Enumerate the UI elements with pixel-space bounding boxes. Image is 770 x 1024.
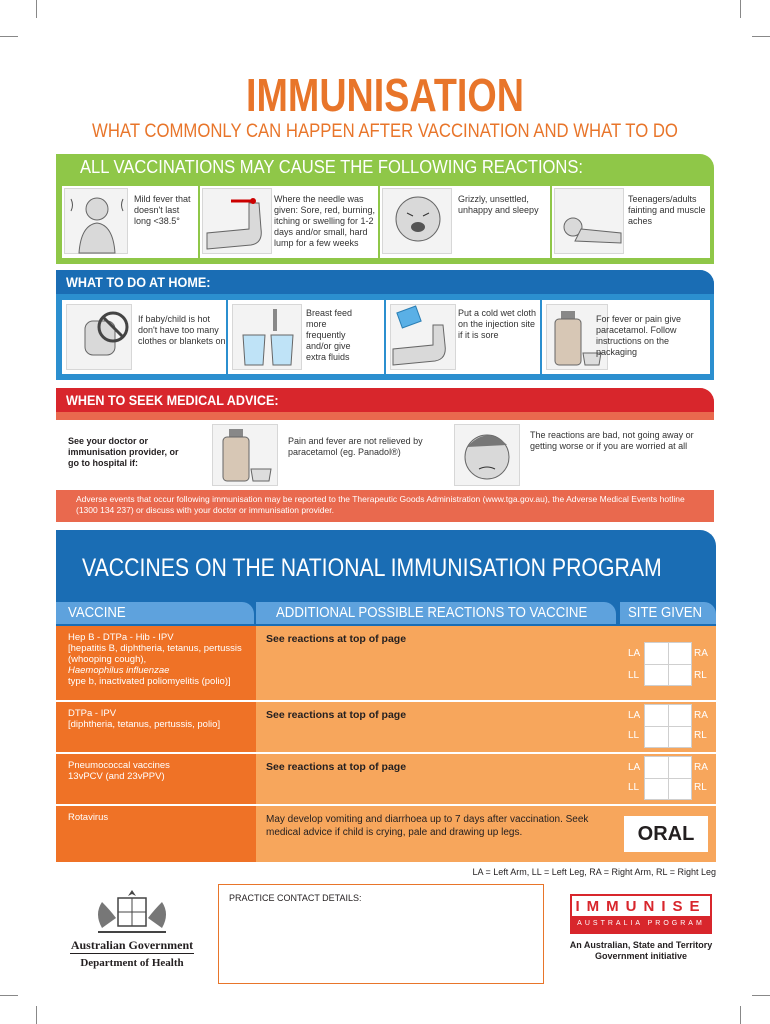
arm-injection-icon <box>202 188 272 254</box>
crop-mark <box>752 36 770 37</box>
immunise-subtitle: AUSTRALIA PROGRAM <box>572 916 710 932</box>
vaccine-name-line: Hep B - DTPa - Hib - IPV <box>68 632 174 643</box>
reactions-heading: ALL VACCINATIONS MAY CAUSE THE FOLLOWING REACTIONS: <box>80 157 584 177</box>
vaccine-reaction-cell <box>256 702 620 752</box>
page-title: IMMUNISATION <box>245 69 524 121</box>
fainting-person-icon <box>554 188 624 254</box>
site-label-la: LA <box>628 710 641 721</box>
medical-section <box>56 388 714 522</box>
gov-name: Australian Government <box>70 938 194 952</box>
adverse-events-note: Adverse events that occur following immunisation may be reported to the Therapeutic Goods Administration (www.tga.gov.au), the Adverse Medical Events hotline (1300 134 237) or discuss with your doctor or immunisation provider. <box>76 494 685 515</box>
reaction-fainting-text: Teenagers/adults fainting and muscle aches <box>628 194 706 226</box>
immunise-wordmark: IMMUNISE <box>575 898 707 915</box>
vaccine-program-heading: VACCINES ON THE NATIONAL IMMUNISATION PROGRAM <box>82 554 662 582</box>
reaction-fever-text: Mild fever that doesn't last long <38.5° <box>134 194 191 226</box>
vaccine-reaction-cell <box>256 626 620 700</box>
wet-cloth-icon <box>390 304 456 370</box>
reaction-needle-text: Where the needle was given: Sore, red, burning, itching or swelling for 1-2 days and/or small, hard lump for a few weeks <box>274 194 376 248</box>
page-subtitle: WHAT COMMONLY CAN HAPPEN AFTER VACCINATION AND WHAT TO DO <box>92 121 678 142</box>
vaccine-reaction-text: See reactions at top of page <box>266 633 407 645</box>
home-tip-paracetamol <box>542 300 710 374</box>
vaccine-name-line: [diphtheria, tetanus, pertussis, polio] <box>68 719 221 730</box>
home-tip-cloth-text: Put a cold wet cloth on the injection site if it is sore <box>458 308 537 340</box>
crop-mark <box>0 995 18 996</box>
reaction-fever <box>62 186 198 258</box>
site-label-rl: RL <box>694 782 707 793</box>
site-checkbox-grid[interactable] <box>644 704 692 748</box>
site-checkbox-grid[interactable] <box>644 756 692 800</box>
col-site-label: SITE GIVEN <box>628 604 703 621</box>
site-label-ra: RA <box>694 648 708 659</box>
vaccine-name-line: DTPa - IPV <box>68 708 117 719</box>
gov-logo <box>62 884 202 974</box>
vaccine-name-line: 13vPCV (and 23vPPV) <box>68 771 165 782</box>
col-reactions-header <box>256 602 616 624</box>
crop-mark <box>36 1006 37 1024</box>
site-label-ll: LL <box>628 782 640 793</box>
vaccine-row <box>56 806 716 862</box>
practice-contact-box[interactable] <box>218 884 544 984</box>
vaccine-reaction-cell <box>256 806 620 862</box>
site-label-ra: RA <box>694 710 708 721</box>
reactions-section <box>56 154 714 264</box>
vaccine-name <box>56 806 256 862</box>
site-label-la: LA <box>628 648 641 659</box>
home-tip-clothes-text: If baby/child is hot don't have too many clothes or blankets on <box>138 314 226 346</box>
medicine-bottle-icon <box>212 424 278 486</box>
vaccine-reaction-text: See reactions at top of page <box>266 761 407 773</box>
vaccine-name-line: [hepatitis B, diphtheria, tetanus, pertussis (whooping cough), <box>68 643 242 665</box>
vaccine-reaction-cell <box>256 754 620 804</box>
immunise-tagline: An Australian, State and Territory Government initiative <box>569 940 713 961</box>
no-clothes-icon <box>66 304 132 370</box>
site-given-cell <box>620 754 716 804</box>
crop-mark <box>740 1006 741 1024</box>
site-given-cell <box>620 626 716 700</box>
water-glass-icon <box>232 304 302 370</box>
vaccine-name-line: type b, inactivated poliomyelitis (polio)] <box>68 676 231 687</box>
vaccine-name <box>56 626 256 700</box>
hot-child-icon <box>64 188 128 254</box>
gov-divider <box>70 953 194 954</box>
vaccine-name <box>56 702 256 752</box>
vaccine-reaction-text: See reactions at top of page <box>266 709 407 721</box>
vaccine-row <box>56 626 716 700</box>
vaccine-name-line: Rotavirus <box>68 812 109 823</box>
vaccine-name <box>56 754 256 804</box>
reaction-grizzly-text: Grizzly, unsettled, unhappy and sleepy <box>458 194 539 215</box>
vaccine-name-line: Pneumococcal vaccines <box>68 760 170 771</box>
crop-mark <box>36 0 37 18</box>
site-label-la: LA <box>628 762 641 773</box>
site-label-ll: LL <box>628 730 640 741</box>
gov-department: Department of Health <box>80 957 184 969</box>
immunise-logo <box>566 894 716 974</box>
home-heading: WHAT TO DO AT HOME: <box>66 274 211 290</box>
medical-heading: WHEN TO SEEK MEDICAL ADVICE: <box>66 392 279 408</box>
medical-intro: See your doctor or immunisation provider, or go to hospital if: <box>68 436 179 468</box>
site-given-cell <box>620 806 716 862</box>
site-given-cell <box>620 702 716 752</box>
medical-item-worse: The reactions are bad, not going away or getting worse or if you are worried at all <box>530 430 694 451</box>
col-site-header <box>620 602 716 624</box>
reaction-grizzly <box>380 186 550 258</box>
site-legend: LA = Left Arm, LL = Left Leg, RA = Right Arm, RL = Right Leg <box>472 867 716 877</box>
site-label-rl: RL <box>694 730 707 741</box>
home-header <box>56 270 714 294</box>
home-tip-clothes <box>62 300 226 374</box>
practice-contact-label: PRACTICE CONTACT DETAILS: <box>229 893 362 903</box>
col-vaccine-header <box>56 602 254 624</box>
vaccine-reaction-text: May develop vomiting and diarrhoea up to 7 days after vaccination. Seek medical advice if child is crying, pale and drawing up legs. <box>266 814 589 838</box>
site-label-ll: LL <box>628 670 640 681</box>
site-label-ra: RA <box>694 762 708 773</box>
crop-mark <box>752 995 770 996</box>
vaccine-row <box>56 754 716 804</box>
col-vaccine-label: VACCINE <box>68 604 126 621</box>
home-tip-paracetamol-text: For fever or pain give paracetamol. Follow instructions on the packaging <box>596 314 682 357</box>
reaction-fainting <box>552 186 710 258</box>
home-tip-fluids <box>228 300 384 374</box>
crop-mark <box>0 36 18 37</box>
immunise-badge <box>570 894 712 934</box>
site-label-rl: RL <box>694 670 707 681</box>
home-section <box>56 270 714 380</box>
home-tip-fluids-text: Breast feed more frequently and/or give extra fluids <box>306 308 353 362</box>
reaction-needle-site <box>200 186 378 258</box>
coat-of-arms-icon <box>62 884 202 938</box>
site-checkbox-grid[interactable] <box>644 642 692 686</box>
vaccine-row <box>56 702 716 752</box>
medical-item-paracetamol: Pain and fever are not relieved by paracetamol (eg. Panadol®) <box>288 436 423 457</box>
oral-label: ORAL <box>624 816 708 852</box>
sick-child-icon <box>454 424 520 486</box>
crying-baby-icon <box>382 188 452 254</box>
medical-header <box>56 388 714 412</box>
col-reactions-label: ADDITIONAL POSSIBLE REACTIONS TO VACCINE <box>276 604 588 621</box>
vaccine-name-line: Haemophilus influenzae <box>68 665 170 676</box>
home-tip-cloth <box>386 300 540 374</box>
crop-mark <box>740 0 741 18</box>
medical-advice-panel <box>56 420 714 490</box>
